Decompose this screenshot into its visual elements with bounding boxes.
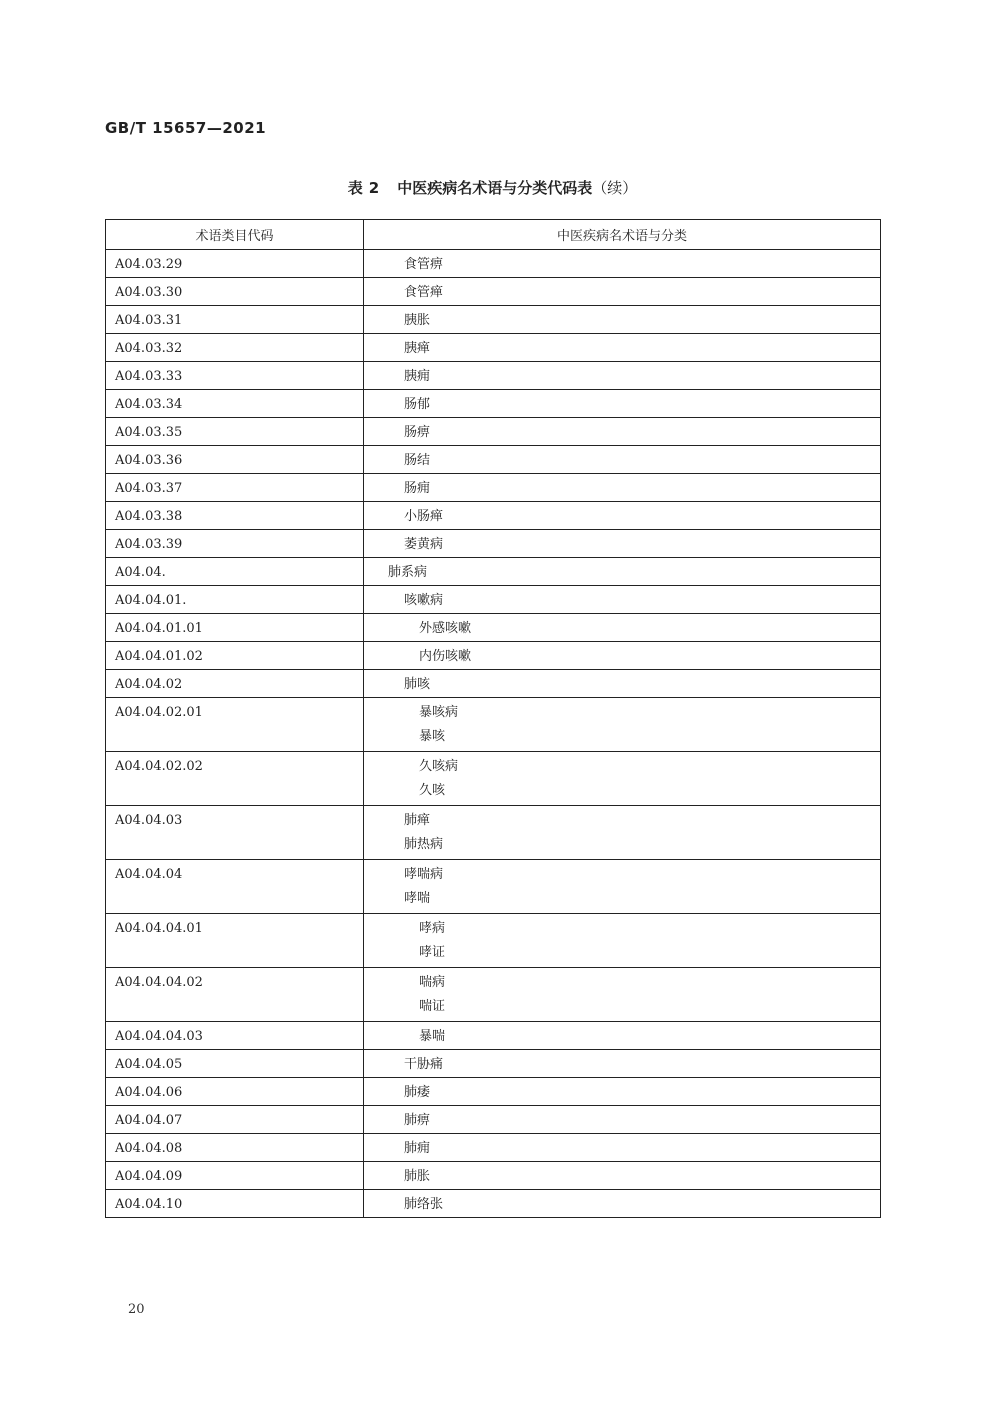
term-line: 暴咳 <box>419 729 446 744</box>
row-term <box>364 752 881 806</box>
row-code: A04.03.31 <box>106 306 364 334</box>
term-line: 内伤咳嗽 <box>419 649 472 664</box>
term-line: 咳嗽病 <box>404 593 444 608</box>
table-row <box>106 752 881 806</box>
row-term <box>364 362 881 390</box>
row-term <box>364 530 881 558</box>
term-line: 肺热病 <box>404 837 444 852</box>
table-row <box>106 390 881 418</box>
row-term <box>364 1190 881 1218</box>
column-header-term: 中医疾病名术语与分类 <box>364 220 881 250</box>
row-code: A04.04.02.01 <box>106 698 364 752</box>
table-row <box>106 362 881 390</box>
table-row <box>106 502 881 530</box>
row-code: A04.04.02 <box>106 670 364 698</box>
row-code: A04.04.04.01 <box>106 914 364 968</box>
column-header-code: 术语类目代码 <box>106 220 364 250</box>
row-code: A04.03.29 <box>106 250 364 278</box>
row-code: A04.03.30 <box>106 278 364 306</box>
row-code: A04.04.04.03 <box>106 1022 364 1050</box>
row-code: A04.04.06 <box>106 1078 364 1106</box>
table-row <box>106 1106 881 1134</box>
term-line: 久咳 <box>419 783 446 798</box>
table-row <box>106 474 881 502</box>
row-term <box>364 698 881 752</box>
row-term <box>364 806 881 860</box>
term-line: 哮喘病 <box>404 867 444 882</box>
table-row <box>106 860 881 914</box>
term-line: 肺络张 <box>404 1197 444 1212</box>
table-header-row <box>106 220 881 250</box>
table-title-label: 表 <box>347 179 363 197</box>
table-title <box>105 177 880 198</box>
row-term <box>364 502 881 530</box>
row-term <box>364 670 881 698</box>
term-line: 久咳病 <box>419 759 459 774</box>
table-row <box>106 446 881 474</box>
page-number: 20 <box>128 1302 145 1317</box>
term-line: 胰胀 <box>404 313 431 328</box>
term-line: 食管瘅 <box>404 285 444 300</box>
table-row <box>106 968 881 1022</box>
table-row <box>106 1050 881 1078</box>
row-code: A04.03.35 <box>106 418 364 446</box>
row-term <box>364 1134 881 1162</box>
term-line: 喘病 <box>419 975 446 990</box>
row-code: A04.04.01.01 <box>106 614 364 642</box>
term-line: 萎黄病 <box>404 537 444 552</box>
table-row <box>106 278 881 306</box>
row-code: A04.04.05 <box>106 1050 364 1078</box>
table-row <box>106 250 881 278</box>
row-code: A04.03.33 <box>106 362 364 390</box>
term-line: 肠结 <box>404 453 431 468</box>
row-code: A04.04.09 <box>106 1162 364 1190</box>
table-row <box>106 806 881 860</box>
row-term <box>364 968 881 1022</box>
row-term <box>364 1022 881 1050</box>
term-line: 肺咳 <box>404 677 431 692</box>
row-term <box>364 1050 881 1078</box>
row-term <box>364 446 881 474</box>
term-line: 暴喘 <box>419 1029 446 1044</box>
term-line: 哮病 <box>419 921 446 936</box>
row-term <box>364 474 881 502</box>
row-code: A04.03.39 <box>106 530 364 558</box>
table-row <box>106 670 881 698</box>
table-row <box>106 642 881 670</box>
table-title-number: 2 <box>368 179 380 197</box>
table-row <box>106 334 881 362</box>
term-line: 肺痈 <box>404 1141 431 1156</box>
row-code: A04.04.04 <box>106 860 364 914</box>
term-line: 哮喘 <box>404 891 431 906</box>
table-row <box>106 698 881 752</box>
row-term <box>364 614 881 642</box>
row-code: A04.04.08 <box>106 1134 364 1162</box>
row-term <box>364 390 881 418</box>
term-line: 肺系病 <box>388 565 428 580</box>
term-line: 胰痈 <box>404 369 431 384</box>
table-row <box>106 1190 881 1218</box>
row-term <box>364 334 881 362</box>
table-row <box>106 306 881 334</box>
row-code: A04.04.01.02 <box>106 642 364 670</box>
term-line: 哮证 <box>419 945 446 960</box>
table-row <box>106 418 881 446</box>
row-code: A04.03.38 <box>106 502 364 530</box>
row-term <box>364 1078 881 1106</box>
row-term <box>364 914 881 968</box>
row-term <box>364 642 881 670</box>
term-line: 肠郁 <box>404 397 431 412</box>
row-code: A04.04.10 <box>106 1190 364 1218</box>
table-title-continued: （续） <box>592 179 638 197</box>
table-row <box>106 530 881 558</box>
table-row <box>106 1078 881 1106</box>
table-title-name: 中医疾病名术语与分类代码表 <box>397 179 593 197</box>
row-code: A04.03.34 <box>106 390 364 418</box>
term-line: 暴咳病 <box>419 705 459 720</box>
term-line: 外感咳嗽 <box>419 621 472 636</box>
row-term <box>364 558 881 586</box>
row-code: A04.03.36 <box>106 446 364 474</box>
term-line: 肠痹 <box>404 425 431 440</box>
table-row <box>106 1134 881 1162</box>
disease-code-table <box>105 219 881 1218</box>
term-line: 肠痈 <box>404 481 431 496</box>
table-row <box>106 914 881 968</box>
row-term <box>364 860 881 914</box>
table-row <box>106 1162 881 1190</box>
term-line: 小肠瘅 <box>404 509 444 524</box>
row-term <box>364 586 881 614</box>
row-term <box>364 1106 881 1134</box>
table-row <box>106 558 881 586</box>
row-code: A04.03.37 <box>106 474 364 502</box>
term-line: 肺瘅 <box>404 813 431 828</box>
table-row <box>106 614 881 642</box>
row-code: A04.04. <box>106 558 364 586</box>
row-code: A04.04.02.02 <box>106 752 364 806</box>
row-term <box>364 278 881 306</box>
row-term <box>364 250 881 278</box>
row-code: A04.04.03 <box>106 806 364 860</box>
row-term <box>364 418 881 446</box>
term-line: 肺胀 <box>404 1169 431 1184</box>
term-line: 肺痹 <box>404 1113 431 1128</box>
term-line: 喘证 <box>419 999 446 1014</box>
term-line: 干胁痛 <box>404 1057 444 1072</box>
standard-code: GB/T 15657—2021 <box>105 119 267 137</box>
table-row <box>106 586 881 614</box>
row-code: A04.04.07 <box>106 1106 364 1134</box>
table-body <box>106 250 881 1218</box>
term-line: 食管痹 <box>404 257 444 272</box>
table-row <box>106 1022 881 1050</box>
row-term <box>364 306 881 334</box>
row-code: A04.04.01. <box>106 586 364 614</box>
row-code: A04.03.32 <box>106 334 364 362</box>
row-code: A04.04.04.02 <box>106 968 364 1022</box>
row-term <box>364 1162 881 1190</box>
term-line: 肺痿 <box>404 1085 431 1100</box>
term-line: 胰瘅 <box>404 341 431 356</box>
